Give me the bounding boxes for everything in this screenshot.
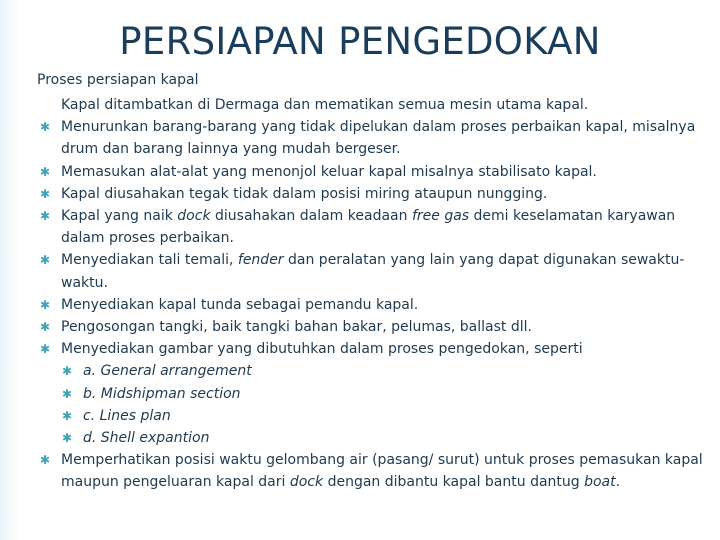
text-segment: b. Midshipman section (83, 385, 241, 402)
asterisk-bullet-icon: ✱ (62, 386, 73, 401)
text-segment: dengan dibantu kapal bantu dantug (323, 474, 585, 491)
list-item (40, 294, 710, 316)
text-segment: Menyediakan kapal tunda sebagai pemandu kapal. (61, 296, 419, 313)
list-item-text (61, 119, 695, 157)
asterisk-bullet-icon: ✱ (62, 364, 73, 379)
asterisk-bullet-icon: ✱ (40, 253, 51, 268)
text-segment: Pengosongan tangki, baik tangki bahan bakar, pelumas, ballast dll. (61, 319, 532, 336)
decorative-side-bar (0, 0, 20, 540)
list-item-text (61, 97, 588, 113)
asterisk-bullet-icon: ✱ (40, 209, 51, 224)
text-segment: Kapal diusahakan tegak tidak dalam posisi miring ataupun nungging. (61, 185, 548, 202)
asterisk-bullet-icon: ✱ (40, 164, 51, 179)
text-segment: a. General arrangement (83, 363, 252, 380)
list-item (40, 183, 710, 205)
asterisk-bullet-icon: ✱ (62, 431, 73, 446)
list-item-text (61, 319, 532, 335)
asterisk-bullet-icon: ✱ (40, 320, 51, 335)
asterisk-bullet-icon: ✱ (40, 120, 51, 135)
text-segment: Menyediakan gambar yang dibutuhkan dalam proses pengedokan, seperti (61, 341, 583, 358)
list-item (40, 316, 710, 338)
list-item-text (61, 208, 675, 246)
sub-list-item (40, 427, 710, 449)
italic-term: free gas (411, 208, 470, 225)
text-segment: diusahakan dalam keadaan (210, 208, 412, 225)
text-segment: dan peralatan yang lain yang dapat digunakan sewaktu-waktu. (61, 252, 685, 291)
italic-term: fender (237, 252, 284, 269)
asterisk-bullet-icon: ✱ (40, 453, 51, 468)
text-segment: Kapal ditambatkan di Dermaga dan mematikan semua mesin utama kapal. (61, 97, 589, 113)
list-item (40, 94, 710, 116)
list-item-text (83, 408, 171, 424)
text-segment: Memasukan alat-alat yang menonjol keluar kapal misalnya stabilisato kapal. (61, 163, 597, 180)
text-segment: Menurunkan barang-barang yang tidak dipelukan dalam proses perbaikan kapal, misalnya drum dan barang lainnya yang mudah bergeser. (61, 119, 696, 158)
text-segment: Kapal yang naik (61, 208, 178, 225)
list-item-text (61, 452, 703, 490)
italic-term: dock (177, 208, 211, 225)
list-item-text (61, 186, 547, 202)
list-item-text (83, 386, 241, 402)
list-item (40, 161, 710, 183)
sub-list-item (40, 383, 710, 405)
asterisk-bullet-icon: ✱ (40, 186, 51, 201)
list-item-text (61, 341, 583, 357)
list-item (40, 249, 710, 293)
list-item-text (83, 363, 252, 379)
italic-term: dock (289, 474, 324, 491)
text-segment: Menyediakan tali temali, (61, 252, 238, 269)
text-segment: Memperhatikan posisi waktu gelombang air (pasang/ surut) untuk proses pemasukan kapal maupun pengeluaran kapal dari (61, 452, 703, 491)
bullet-list (40, 94, 710, 494)
list-item (40, 338, 710, 360)
list-item (40, 205, 710, 249)
italic-term: boat (584, 474, 616, 491)
text-segment: c. Lines plan (83, 407, 171, 424)
list-item (40, 449, 710, 493)
asterisk-bullet-icon: ✱ (40, 342, 51, 357)
section-subtitle: Proses persiapan kapal (37, 72, 199, 88)
asterisk-bullet-icon: ✱ (62, 408, 73, 423)
asterisk-bullet-icon: ✱ (40, 297, 51, 312)
text-segment: demi keselamatan karyawan dalam proses perbaikan. (61, 208, 676, 247)
text-segment: d. Shell expantion (83, 430, 210, 447)
text-segment: . (615, 474, 621, 491)
sub-list-item (40, 360, 710, 382)
list-item-text (61, 297, 418, 313)
list-item-text (61, 252, 684, 290)
sub-list-item (40, 405, 710, 427)
list-item (40, 116, 710, 160)
page-title: PERSIAPAN PENGEDOKAN (119, 20, 601, 63)
list-item-text (61, 164, 597, 180)
list-item-text (83, 430, 209, 446)
